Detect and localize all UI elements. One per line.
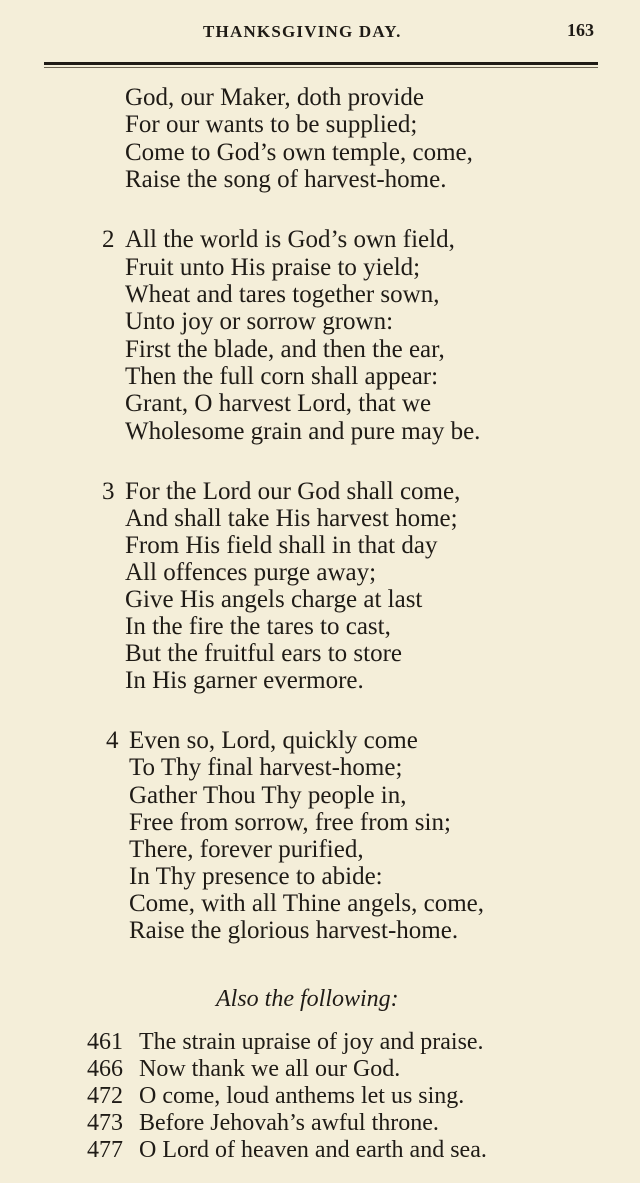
hymn-number: 466 bbox=[87, 1056, 123, 1082]
stanza-line: Unto joy or sorrow grown: bbox=[125, 308, 394, 335]
stanza-number: 2 bbox=[102, 226, 115, 253]
stanza-number: 4 bbox=[106, 727, 119, 754]
stanza-line: Raise the song of harvest-home. bbox=[125, 166, 447, 193]
stanza-line: Grant, O harvest Lord, that we bbox=[125, 390, 432, 417]
stanza-line: Come to God’s own temple, come, bbox=[125, 139, 473, 166]
stanza-line: Even so, Lord, quickly come bbox=[129, 727, 418, 754]
stanza-line: Gather Thou Thy people in, bbox=[129, 782, 407, 809]
stanza-line: And shall take His harvest home; bbox=[125, 505, 458, 532]
stanza-line: For the Lord our God shall come, bbox=[125, 478, 461, 505]
stanza-line: But the fruitful ears to store bbox=[125, 640, 403, 667]
stanza-line: Wholesome grain and pure may be. bbox=[125, 418, 481, 445]
stanza-line: In the fire the tares to cast, bbox=[125, 613, 391, 640]
stanza-line: Give His angels charge at last bbox=[125, 586, 423, 613]
stanza-line: First the blade, and then the ear, bbox=[125, 336, 445, 363]
hymn-number: 472 bbox=[87, 1083, 123, 1109]
stanza-line: For our wants to be supplied; bbox=[125, 111, 418, 138]
stanza-line: God, our Maker, doth provide bbox=[125, 84, 424, 111]
stanza-number: 3 bbox=[102, 478, 115, 505]
hymn-number: 477 bbox=[87, 1137, 123, 1163]
stanza-line: There, forever purified, bbox=[129, 836, 364, 863]
stanza-line: All offences purge away; bbox=[125, 559, 377, 586]
stanza-line: All the world is God’s own field, bbox=[125, 226, 455, 253]
page-number: 163 bbox=[567, 20, 594, 40]
header-rule bbox=[44, 62, 598, 65]
hymn-title: O come, loud anthems let us sing. bbox=[139, 1083, 465, 1109]
stanza-line: Raise the glorious harvest-home. bbox=[129, 917, 459, 944]
page-header bbox=[0, 0, 640, 70]
running-title: THANKSGIVING DAY. bbox=[203, 22, 402, 41]
stanza-line: In Thy presence to abide: bbox=[129, 863, 383, 890]
stanza-line: Wheat and tares together sown, bbox=[125, 281, 440, 308]
stanza-line: Come, with all Thine angels, come, bbox=[129, 890, 485, 917]
hymn-title: The strain upraise of joy and praise. bbox=[139, 1029, 484, 1055]
stanza-line: Free from sorrow, free from sin; bbox=[129, 809, 451, 836]
stanza-line: Fruit unto His praise to yield; bbox=[125, 254, 421, 281]
hymn-number: 473 bbox=[87, 1110, 123, 1136]
hymn-title: Now thank we all our God. bbox=[139, 1056, 401, 1082]
stanza-line: Then the full corn shall appear: bbox=[125, 363, 439, 390]
hymn-title: O Lord of heaven and earth and sea. bbox=[139, 1137, 487, 1163]
stanza-line: From His field shall in that day bbox=[125, 532, 438, 559]
also-following-heading: Also the following: bbox=[216, 986, 399, 1012]
stanza-line: In His garner evermore. bbox=[125, 667, 364, 694]
stanza-line: To Thy final harvest-home; bbox=[129, 754, 403, 781]
header-rule-thin bbox=[44, 67, 598, 68]
hymn-number: 461 bbox=[87, 1029, 123, 1055]
hymn-title: Before Jehovah’s awful throne. bbox=[139, 1110, 439, 1136]
